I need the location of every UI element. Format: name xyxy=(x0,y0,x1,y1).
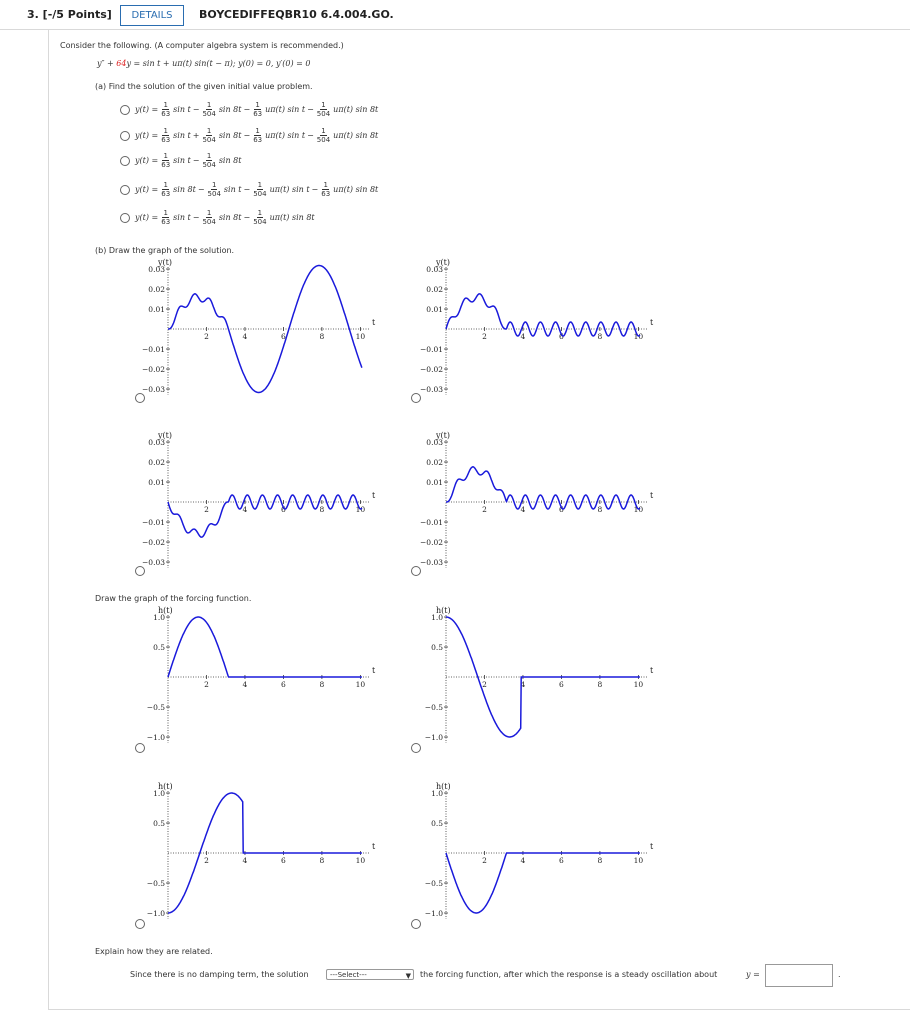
x-tick-label: 2 xyxy=(204,856,209,865)
question-number: 3. [-/5 Points] xyxy=(27,8,112,21)
y-tick-label: −1.0 xyxy=(146,909,165,918)
term-sign: − xyxy=(307,105,314,114)
y-tick-label: −0.5 xyxy=(424,879,443,888)
fraction-numerator: 1 xyxy=(206,209,212,217)
term-text: uπ(t) sin 8t xyxy=(333,131,379,140)
y-tick-label: 0.01 xyxy=(148,305,165,314)
series-line xyxy=(168,495,362,537)
term-sign: + xyxy=(192,131,200,140)
question-header xyxy=(0,0,910,30)
x-tick-label: 2 xyxy=(482,505,487,514)
fraction-numerator: 1 xyxy=(257,181,263,189)
equation-rest: y = sin t + uπ(t) sin(t − π); y(0) = 0, y′(0) = 0 xyxy=(126,59,311,68)
y-tick-label: 0.02 xyxy=(148,458,165,467)
series-line xyxy=(168,266,362,393)
series-line xyxy=(168,617,362,677)
y-tick-label: −1.0 xyxy=(424,733,443,742)
fraction-denominator: 63 xyxy=(253,110,263,118)
fraction-numerator: 1 xyxy=(163,152,168,160)
x-tick-label: 8 xyxy=(597,680,603,689)
y-tick-label: −0.01 xyxy=(420,345,443,354)
y-tick-label: −0.5 xyxy=(424,703,443,712)
x-tick-label: 8 xyxy=(597,332,603,341)
x-tick-label: 2 xyxy=(482,680,487,689)
explain-label: Explain how they are related. xyxy=(95,947,213,956)
y-tick-label: 0.01 xyxy=(426,305,443,314)
trailing-period: . xyxy=(838,970,841,979)
y-axis-label: y(t) xyxy=(158,431,172,440)
x-tick-label: 4 xyxy=(520,505,526,514)
fraction-denominator: 63 xyxy=(161,110,171,118)
intro-text: Consider the following. (A computer algebra system is recommended.) xyxy=(60,41,344,50)
x-axis-label: t xyxy=(650,666,654,675)
fraction-numerator: 1 xyxy=(163,101,168,109)
x-tick-label: 10 xyxy=(633,856,644,865)
x-tick-label: 4 xyxy=(520,680,526,689)
term-text: uπ(t) sin 8t xyxy=(333,185,379,194)
fraction-denominator: 63 xyxy=(253,136,263,144)
term-fraction xyxy=(253,209,266,226)
fraction-denominator: 504 xyxy=(207,190,221,198)
term-fraction xyxy=(161,152,170,169)
term-fraction xyxy=(161,127,170,144)
x-tick-label: 10 xyxy=(633,332,644,341)
term-fraction xyxy=(161,209,170,226)
forcing-label: Draw the graph of the forcing function. xyxy=(95,594,252,603)
y-tick-label: 1.0 xyxy=(431,789,443,798)
explain-sentence-end: the forcing function, after which the response is a steady oscillation about xyxy=(420,970,718,979)
equation-coefficient: 64 xyxy=(116,59,127,68)
series-line xyxy=(446,467,640,509)
fraction-denominator: 63 xyxy=(161,190,171,198)
x-tick-label: 2 xyxy=(204,332,209,341)
x-axis-label: t xyxy=(650,842,654,851)
y-tick-label: 0.02 xyxy=(426,285,443,294)
y-tick-label: 1.0 xyxy=(153,789,165,798)
term-sign: − xyxy=(243,213,251,222)
details-button[interactable]: DETAILS xyxy=(120,5,184,26)
x-tick-label: 2 xyxy=(204,505,209,514)
term-text: sin t xyxy=(173,156,191,165)
fraction-denominator: 63 xyxy=(161,136,171,144)
term-text: sin 8t xyxy=(218,131,242,140)
fraction-numerator: 1 xyxy=(206,101,212,109)
equation-lhs: y″ + xyxy=(97,59,117,68)
term-text: uπ(t) sin 8t xyxy=(333,105,379,114)
y-tick-label: 1.0 xyxy=(153,613,165,622)
fraction-denominator: 504 xyxy=(202,110,216,118)
solution-option-2[interactable] xyxy=(120,127,378,144)
series-line xyxy=(168,793,362,913)
y-axis-label: y(t) xyxy=(436,431,450,440)
option-lead: y(t) = xyxy=(135,131,159,140)
series-line xyxy=(446,617,640,737)
y-axis-label: h(t) xyxy=(436,606,451,615)
y-tick-label: 0.01 xyxy=(148,478,165,487)
y-tick-label: −0.01 xyxy=(142,518,165,527)
x-tick-label: 8 xyxy=(319,856,325,865)
fraction-numerator: 1 xyxy=(321,127,326,135)
fraction-numerator: 1 xyxy=(255,101,260,109)
fraction-denominator: 63 xyxy=(161,218,171,226)
part-a-label: (a) Find the solution of the given initial value problem. xyxy=(95,82,313,91)
steady-value-input[interactable] xyxy=(765,964,833,987)
x-tick-label: 6 xyxy=(281,680,286,689)
term-sign: − xyxy=(197,185,205,194)
x-tick-label: 6 xyxy=(559,332,564,341)
x-axis-label: t xyxy=(372,491,376,500)
y-tick-label: 0.5 xyxy=(431,819,443,828)
solution-graph-2 xyxy=(408,255,658,405)
x-tick-label: 8 xyxy=(319,680,325,689)
x-tick-label: 6 xyxy=(281,856,286,865)
x-tick-label: 10 xyxy=(355,680,366,689)
option-lead: y(t) = xyxy=(135,185,159,194)
x-tick-label: 4 xyxy=(242,856,248,865)
x-tick-label: 10 xyxy=(355,856,366,865)
y-axis-label: h(t) xyxy=(436,782,451,791)
term-fraction xyxy=(321,181,330,198)
option-lead: y(t) = xyxy=(135,156,159,165)
y-tick-label: 0.03 xyxy=(148,438,165,447)
term-text: sin t xyxy=(173,131,191,140)
x-axis-label: t xyxy=(372,842,376,851)
x-axis-label: t xyxy=(650,318,654,327)
x-tick-label: 8 xyxy=(319,505,325,514)
y-tick-label: 0.5 xyxy=(153,643,165,652)
term-fraction xyxy=(317,127,330,144)
term-fraction xyxy=(202,127,215,144)
y-tick-label: −0.02 xyxy=(420,538,443,547)
forcing-graph-3 xyxy=(130,779,380,929)
y-tick-label: −0.02 xyxy=(142,365,165,374)
steady-y-label: y = xyxy=(746,970,760,979)
x-tick-label: 4 xyxy=(520,856,526,865)
differential-equation xyxy=(97,59,311,68)
fraction-numerator: 1 xyxy=(257,209,263,217)
solution-option-3[interactable] xyxy=(120,152,241,169)
y-tick-label: −0.5 xyxy=(146,703,165,712)
forcing-graph-2 xyxy=(408,603,658,753)
term-text: sin 8t xyxy=(218,156,242,165)
fraction-numerator: 1 xyxy=(323,181,328,189)
x-tick-label: 8 xyxy=(597,505,603,514)
x-tick-label: 6 xyxy=(559,680,564,689)
option-lead: y(t) = xyxy=(135,105,159,114)
term-text: sin 8t xyxy=(173,185,196,194)
term-fraction xyxy=(253,127,262,144)
fraction-denominator: 504 xyxy=(202,218,216,226)
relation-select-value: ---Select--- xyxy=(330,971,367,979)
x-tick-label: 10 xyxy=(633,680,644,689)
fraction-numerator: 1 xyxy=(206,127,212,135)
y-tick-label: 0.03 xyxy=(148,265,165,274)
fraction-denominator: 504 xyxy=(253,218,267,226)
option-lead: y(t) = xyxy=(135,213,159,222)
term-text: uπ(t) sin 8t xyxy=(269,213,315,222)
term-fraction xyxy=(253,101,262,118)
x-tick-label: 6 xyxy=(281,505,286,514)
x-tick-label: 2 xyxy=(482,332,487,341)
term-sign: − xyxy=(192,213,200,222)
option-radio-3[interactable] xyxy=(120,156,130,166)
y-tick-label: 0.02 xyxy=(426,458,443,467)
y-axis-label: h(t) xyxy=(158,606,173,615)
part-b-label: (b) Draw the graph of the solution. xyxy=(95,246,235,255)
solution-option-5[interactable] xyxy=(120,209,315,226)
solution-graph-3 xyxy=(130,428,380,578)
fraction-numerator: 1 xyxy=(163,209,168,217)
y-axis-label: y(t) xyxy=(436,258,450,267)
term-text: sin t xyxy=(223,185,242,194)
fraction-denominator: 504 xyxy=(253,190,267,198)
fraction-denominator: 63 xyxy=(321,190,331,198)
series-line xyxy=(446,294,640,336)
term-text: sin t xyxy=(173,105,191,114)
x-axis-label: t xyxy=(372,666,376,675)
x-tick-label: 4 xyxy=(242,332,248,341)
term-sign: − xyxy=(192,156,200,165)
y-tick-label: −0.02 xyxy=(142,538,165,547)
x-tick-label: 2 xyxy=(204,680,209,689)
x-tick-label: 4 xyxy=(242,505,248,514)
x-tick-label: 10 xyxy=(355,332,366,341)
x-tick-label: 10 xyxy=(355,505,366,514)
fraction-numerator: 1 xyxy=(206,152,212,160)
term-sign: − xyxy=(307,131,314,140)
relation-select[interactable] xyxy=(326,969,414,980)
problem-id: BOYCEDIFFEQBR10 6.4.004.GO. xyxy=(199,8,394,21)
x-tick-label: 8 xyxy=(319,332,325,341)
x-tick-label: 10 xyxy=(633,505,644,514)
term-fraction xyxy=(202,209,215,226)
fraction-numerator: 1 xyxy=(321,101,326,109)
term-text: sin 8t xyxy=(218,105,242,114)
solution-graph-4 xyxy=(408,428,658,578)
y-tick-label: −0.5 xyxy=(146,879,165,888)
option-radio-5[interactable] xyxy=(120,213,130,223)
fraction-denominator: 63 xyxy=(161,161,171,169)
y-tick-label: −0.03 xyxy=(142,558,165,567)
term-text: sin t xyxy=(173,213,191,222)
y-tick-label: −0.01 xyxy=(142,345,165,354)
y-axis-label: h(t) xyxy=(158,782,173,791)
y-tick-label: −0.03 xyxy=(142,385,165,394)
series-line xyxy=(446,853,640,913)
term-fraction xyxy=(208,181,221,198)
y-tick-label: −1.0 xyxy=(424,909,443,918)
x-tick-label: 8 xyxy=(597,856,603,865)
fraction-denominator: 504 xyxy=(202,161,216,169)
y-tick-label: 0.01 xyxy=(426,478,443,487)
term-fraction xyxy=(202,101,215,118)
fraction-numerator: 1 xyxy=(163,181,168,189)
term-fraction xyxy=(253,181,266,198)
solution-option-4[interactable] xyxy=(120,181,378,198)
y-tick-label: 0.03 xyxy=(426,265,443,274)
option-radio-4[interactable] xyxy=(120,185,130,195)
term-fraction xyxy=(161,181,170,198)
option-radio-1[interactable] xyxy=(120,105,130,115)
x-tick-label: 6 xyxy=(281,332,286,341)
y-tick-label: −0.02 xyxy=(420,365,443,374)
y-tick-label: 0.5 xyxy=(431,643,443,652)
fraction-denominator: 504 xyxy=(202,136,216,144)
y-tick-label: 1.0 xyxy=(431,613,443,622)
x-axis-label: t xyxy=(650,491,654,500)
x-tick-label: 6 xyxy=(559,856,564,865)
x-tick-label: 4 xyxy=(242,680,248,689)
term-text: uπ(t) sin t xyxy=(265,105,306,114)
forcing-graph-1 xyxy=(130,603,380,753)
x-tick-label: 2 xyxy=(482,856,487,865)
term-fraction xyxy=(161,101,170,118)
chevron-down-icon: ▼ xyxy=(405,972,411,980)
y-tick-label: 0.02 xyxy=(148,285,165,294)
option-radio-2[interactable] xyxy=(120,131,130,141)
term-sign: − xyxy=(243,105,251,114)
x-tick-label: 4 xyxy=(520,332,526,341)
term-sign: − xyxy=(243,131,251,140)
term-fraction xyxy=(202,152,215,169)
fraction-denominator: 504 xyxy=(316,110,331,118)
explain-sentence-start: Since there is no damping term, the solution xyxy=(130,970,309,979)
fraction-numerator: 1 xyxy=(163,127,168,135)
term-sign: − xyxy=(192,105,200,114)
term-text: sin 8t xyxy=(218,213,242,222)
term-fraction xyxy=(317,101,330,118)
fraction-numerator: 1 xyxy=(255,127,260,135)
term-text: uπ(t) sin t xyxy=(269,185,310,194)
fraction-denominator: 504 xyxy=(316,136,331,144)
fraction-numerator: 1 xyxy=(211,181,217,189)
term-text: uπ(t) sin t xyxy=(265,131,306,140)
y-tick-label: −1.0 xyxy=(146,733,165,742)
term-sign: − xyxy=(311,185,319,194)
y-tick-label: −0.03 xyxy=(420,558,443,567)
solution-graph-1 xyxy=(130,255,380,405)
term-sign: − xyxy=(243,185,251,194)
y-axis-label: y(t) xyxy=(158,258,172,267)
forcing-graph-4 xyxy=(408,779,658,929)
y-tick-label: −0.03 xyxy=(420,385,443,394)
x-axis-label: t xyxy=(372,318,376,327)
x-tick-label: 6 xyxy=(559,505,564,514)
y-tick-label: 0.03 xyxy=(426,438,443,447)
solution-option-1[interactable] xyxy=(120,101,378,118)
y-tick-label: −0.01 xyxy=(420,518,443,527)
y-tick-label: 0.5 xyxy=(153,819,165,828)
